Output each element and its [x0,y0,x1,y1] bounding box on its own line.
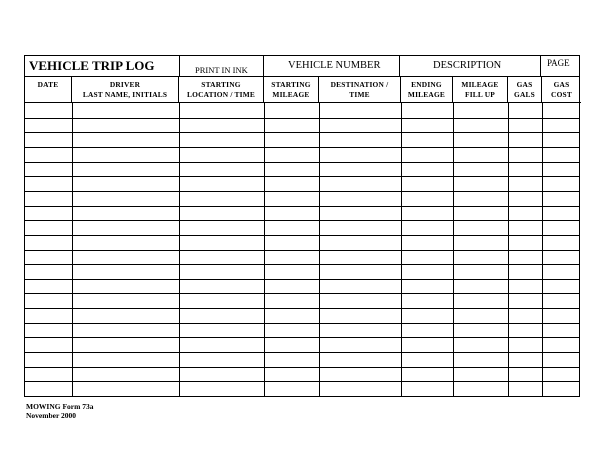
col-header-gas-cost-line2: COST [551,90,572,99]
vehicle-number-label: VEHICLE NUMBER [288,60,381,71]
row-divider [25,191,579,192]
col-header-starting-location-line2: LOCATION / TIME [186,90,256,99]
row-divider [25,264,579,265]
row-divider [25,235,579,236]
col-header-driver-line2: LAST NAME, INITIALS [82,90,168,99]
col-header-destination-line2: TIME [349,90,370,99]
col-header-mileage-fill-up-line2: FILL UP [465,90,495,99]
col-header-starting-location-line1: STARTING [201,80,241,89]
row-divider [25,147,579,148]
description-cell [400,56,541,76]
title-row [25,56,579,77]
row-divider [25,337,579,338]
row-divider [25,206,579,207]
row-divider [25,381,579,382]
row-divider [25,279,579,280]
col-header-starting-mileage-line1: STARTING [271,80,311,89]
form-title: VEHICLE TRIP LOG [29,58,155,73]
row-divider [25,323,579,324]
col-header-date-line1: DATE [37,80,59,89]
row-divider [25,132,579,133]
col-header-ending-mileage-line2: MILEAGE [407,90,446,99]
form-id: MOWING Form 73a [26,402,94,411]
col-header-driver-line1: DRIVER [109,80,141,89]
col-header-starting-location [179,77,264,103]
col-header-mileage-fill-up [453,77,508,103]
col-header-gas-gals-line1: GAS [516,80,533,89]
col-header-starting-mileage [264,77,319,103]
col-header-destination [319,77,401,103]
col-header-driver [72,77,179,103]
col-header-ending-mileage [401,77,453,103]
row-divider [25,118,579,119]
row-divider [25,162,579,163]
log-entry-grid[interactable] [25,103,579,396]
vehicle-number-cell [264,56,400,76]
print-in-ink-note: PRINT IN INK [195,65,248,75]
row-divider [25,352,579,353]
row-divider [25,293,579,294]
col-header-destination-line1: DESTINATION / [330,80,389,89]
col-header-date [25,77,72,103]
print-note-cell [180,56,264,76]
row-divider [25,220,579,221]
page-cell [541,56,581,76]
form-title-cell [25,56,180,76]
col-header-gas-gals-line2: GALS [514,90,535,99]
footer [26,402,94,420]
page-label: PAGE [547,58,570,68]
vehicle-trip-log-form [24,55,580,397]
col-header-gas-cost-line1: GAS [553,80,570,89]
col-header-mileage-fill-up-line1: MILEAGE [461,80,499,89]
row-divider [25,176,579,177]
row-divider [25,250,579,251]
col-header-starting-mileage-line2: MILEAGE [272,90,310,99]
row-divider [25,367,579,368]
description-label: DESCRIPTION [433,60,502,71]
col-header-gas-cost [542,77,581,103]
col-header-gas-gals [508,77,542,103]
row-divider [25,308,579,309]
form-date: November 2000 [26,411,77,420]
col-header-ending-mileage-line1: ENDING [411,80,442,89]
